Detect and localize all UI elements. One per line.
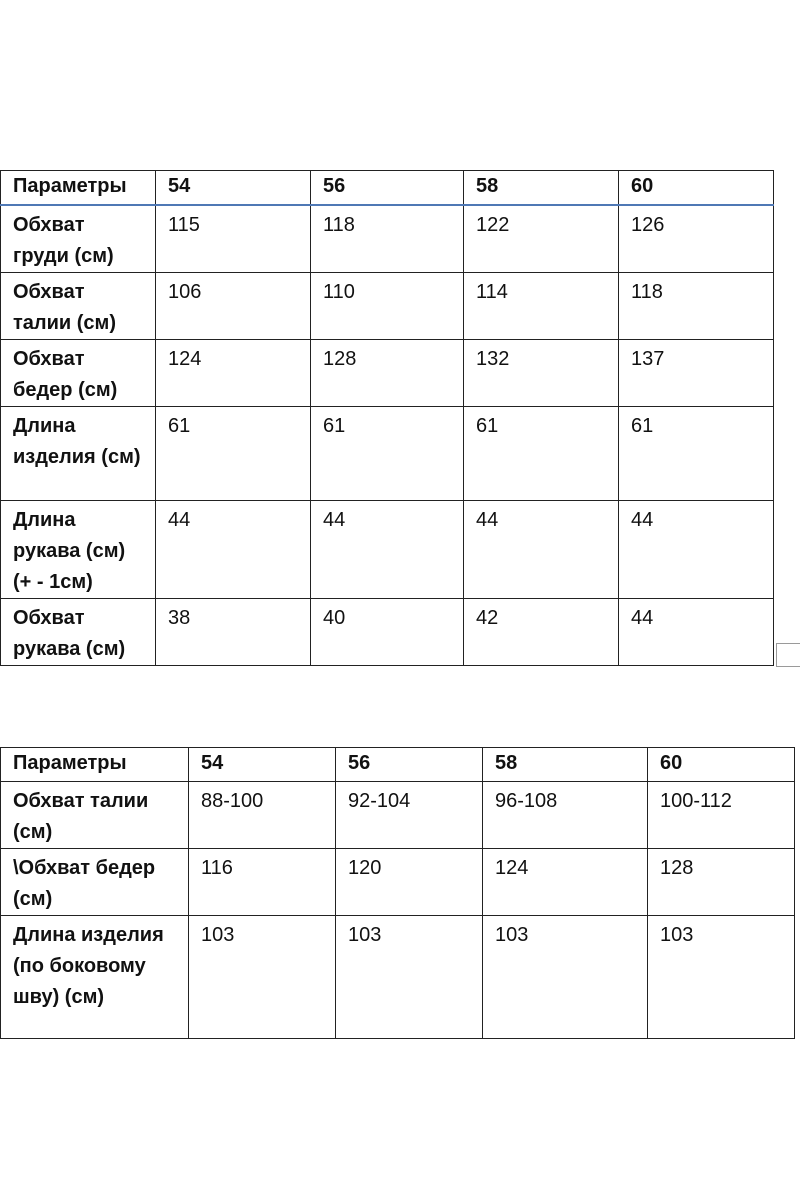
table-cell: 120: [336, 849, 483, 916]
row-label: \Обхват бедер (см): [1, 849, 189, 916]
table-cell: 44: [619, 500, 774, 598]
row-label: Обхват груди (см): [1, 205, 156, 273]
table-cell: 40: [311, 598, 464, 665]
table-row: [1, 272, 774, 339]
table-cell: 44: [464, 500, 619, 598]
table-row: [1, 500, 774, 598]
table-cell: 61: [619, 406, 774, 500]
row-label: Длина изделия (по боковому шву) (см): [1, 916, 189, 1039]
table-cell: 128: [648, 849, 795, 916]
table-cell: 100-112: [648, 782, 795, 849]
row-label: Обхват бедер (см): [1, 339, 156, 406]
table-cell: 110: [311, 272, 464, 339]
table-cell: 132: [464, 339, 619, 406]
table-cell: 122: [464, 205, 619, 273]
table-cell: 44: [156, 500, 311, 598]
table-cell: 38: [156, 598, 311, 665]
table-cell: 96-108: [483, 782, 648, 849]
table-cell: 124: [156, 339, 311, 406]
table-cell: 88-100: [189, 782, 336, 849]
table-row: [1, 598, 774, 665]
table-row: [1, 205, 774, 273]
table-header-row: [1, 171, 774, 205]
table-row: [1, 916, 795, 1039]
table-cell: 44: [311, 500, 464, 598]
header-cell-size-60: 60: [648, 748, 795, 782]
header-cell-size-60: 60: [619, 171, 774, 205]
table-cell: 61: [311, 406, 464, 500]
header-cell-size-54: 54: [156, 171, 311, 205]
table-cell: 61: [156, 406, 311, 500]
header-cell-parameters: Параметры: [1, 171, 156, 205]
table-row: [1, 849, 795, 916]
table-row: [1, 782, 795, 849]
table-cell: 103: [648, 916, 795, 1039]
row-label: Длина рукава (см) (+ - 1см): [1, 500, 156, 598]
table-cell: 42: [464, 598, 619, 665]
table-cell: 137: [619, 339, 774, 406]
table-cell: 103: [336, 916, 483, 1039]
row-label: Длина изделия (см): [1, 406, 156, 500]
table-cell: 106: [156, 272, 311, 339]
table-cell: 118: [311, 205, 464, 273]
header-cell-size-56: 56: [336, 748, 483, 782]
table-cell: 61: [464, 406, 619, 500]
table-resize-handle[interactable]: [776, 643, 800, 667]
table-cell: 118: [619, 272, 774, 339]
table-row: [1, 406, 774, 500]
size-table-bottoms: [0, 747, 795, 1039]
table-cell: 44: [619, 598, 774, 665]
header-cell-size-54: 54: [189, 748, 336, 782]
table-header-row: [1, 748, 795, 782]
table-cell: 128: [311, 339, 464, 406]
row-label: Обхват талии (см): [1, 272, 156, 339]
row-label: Обхват талии (см): [1, 782, 189, 849]
row-label: Обхват рукава (см): [1, 598, 156, 665]
table-cell: 103: [483, 916, 648, 1039]
header-cell-parameters: Параметры: [1, 748, 189, 782]
table-row: [1, 339, 774, 406]
table-cell: 103: [189, 916, 336, 1039]
header-cell-size-56: 56: [311, 171, 464, 205]
header-cell-size-58: 58: [464, 171, 619, 205]
table-cell: 124: [483, 849, 648, 916]
header-cell-size-58: 58: [483, 748, 648, 782]
table-cell: 126: [619, 205, 774, 273]
size-table-tops: [0, 170, 774, 666]
table-cell: 92-104: [336, 782, 483, 849]
table-cell: 115: [156, 205, 311, 273]
table-cell: 116: [189, 849, 336, 916]
table-cell: 114: [464, 272, 619, 339]
